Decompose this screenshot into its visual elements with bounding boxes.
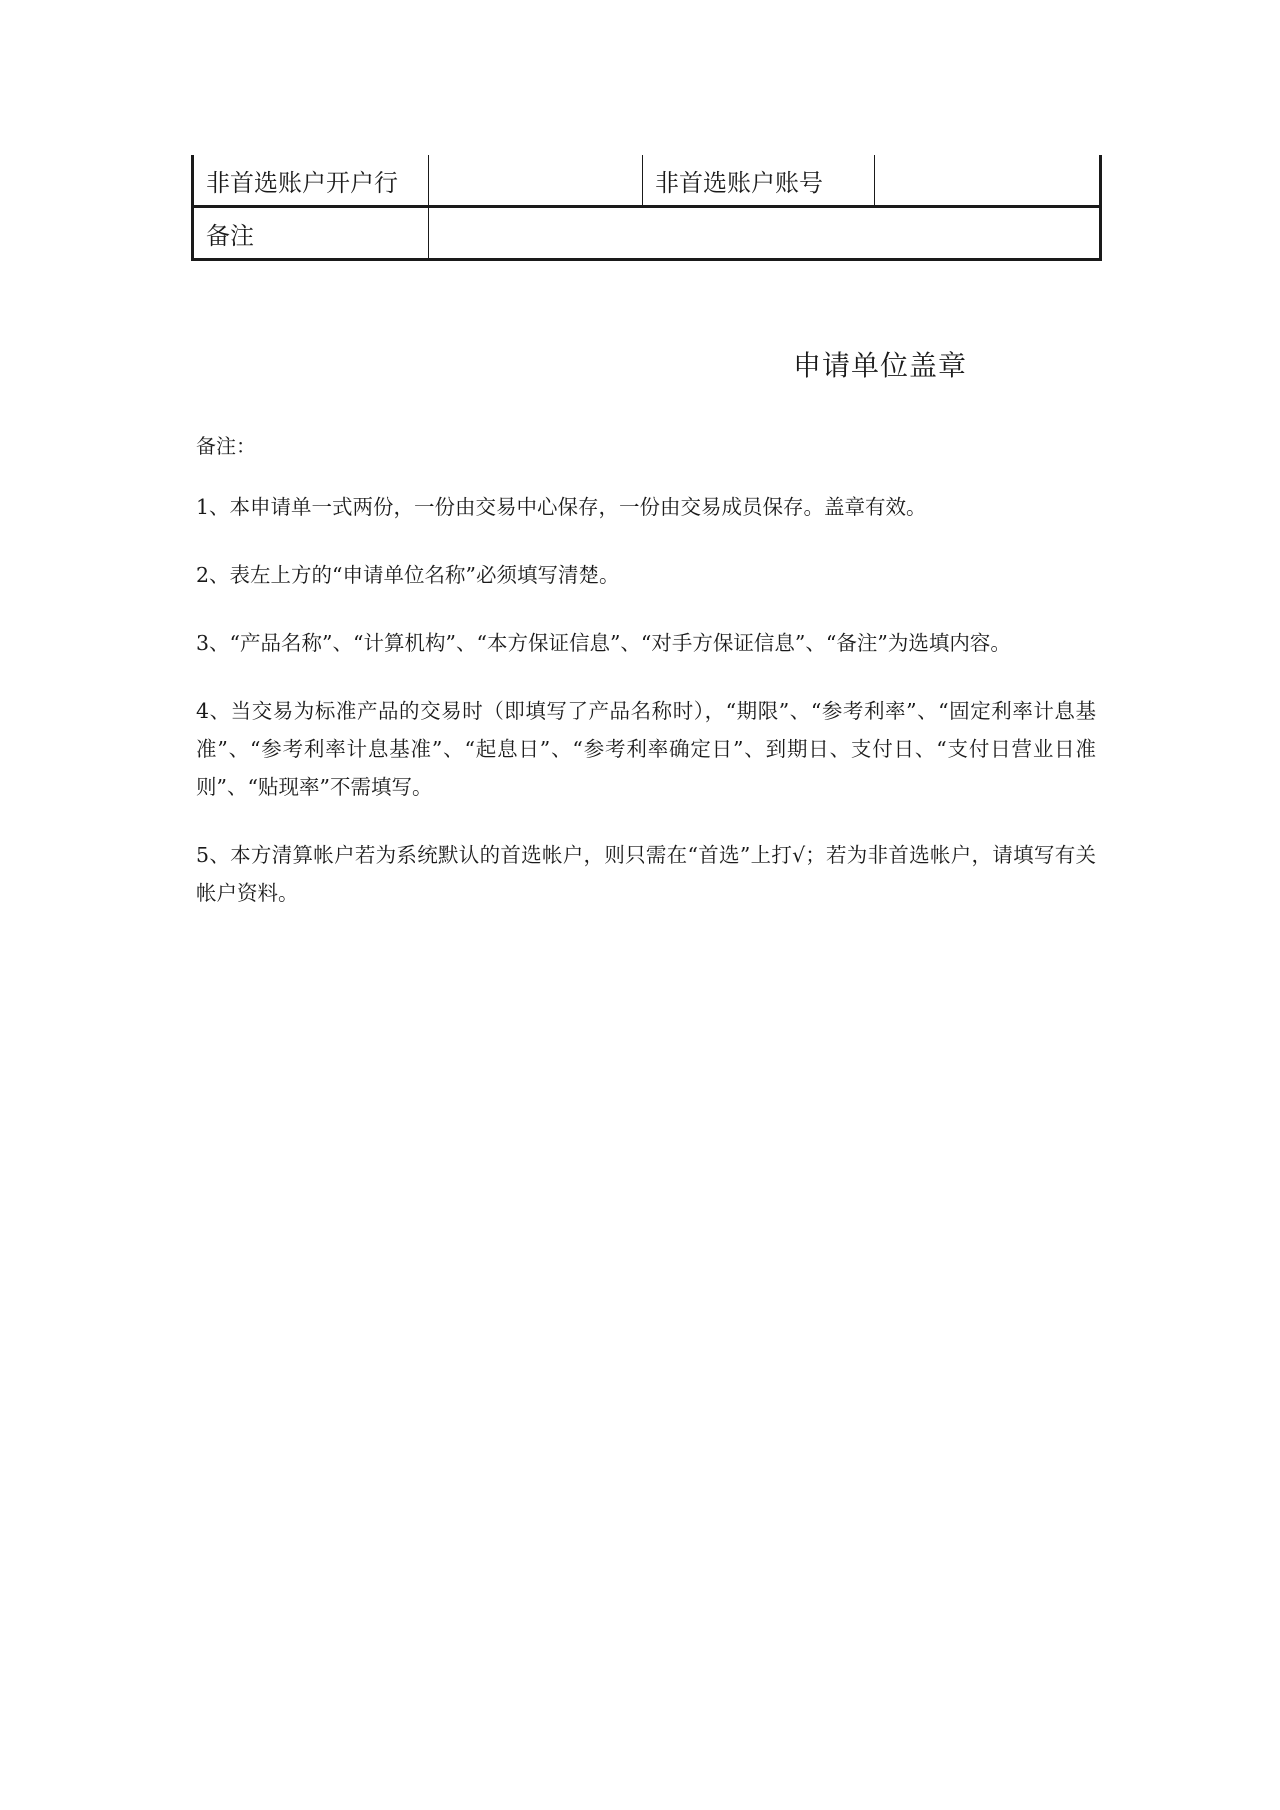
non-preferred-bank-label: 非首选账户开户行 — [193, 155, 429, 207]
table-row — [193, 207, 1101, 260]
note-item: 3、“产品名称”、“计算机构”、“本方保证信息”、“对手方保证信息”、“备注”为选填内容。 — [196, 631, 1011, 655]
note-item: 4、当交易为标准产品的交易时（即填写了产品名称时），“期限”、“参考利率”、“固定利率计息基准”、“参考利率计息基准”、“起息日”、“参考利率确定日”、到期日、支付日、“支付日营业日准则”、“贴现率”不需填写。 — [196, 699, 1096, 799]
notes-list — [196, 488, 1096, 942]
applicant-seal-label: 申请单位盖章 — [793, 349, 968, 382]
note-item: 2、表左上方的“申请单位名称”必须填写清楚。 — [196, 563, 620, 587]
non-preferred-bank-value[interactable] — [429, 155, 643, 207]
table-row — [193, 155, 1101, 207]
account-form-table — [191, 155, 1102, 261]
note-item: 5、本方清算帐户若为系统默认的首选帐户，则只需在“首选”上打√；若为非首选帐户，请填写有关帐户资料。 — [196, 843, 1096, 905]
remarks-value[interactable] — [429, 207, 1101, 260]
remarks-label: 备注 — [193, 207, 429, 260]
note-item: 1、本申请单一式两份，一份由交易中心保存，一份由交易成员保存。盖章有效。 — [196, 495, 927, 519]
non-preferred-account-value[interactable] — [875, 155, 1101, 207]
non-preferred-account-label: 非首选账户账号 — [643, 155, 875, 207]
notes-title: 备注： — [196, 434, 256, 458]
